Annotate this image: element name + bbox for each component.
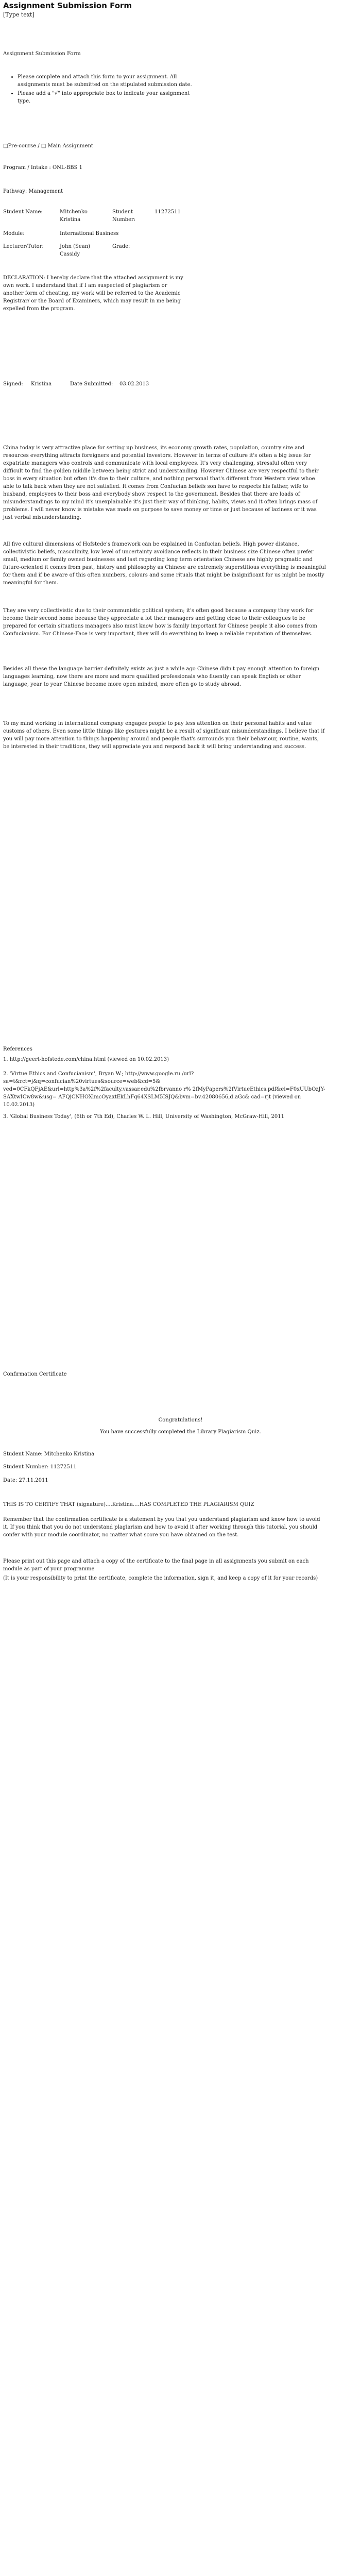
grade-label: Grade: bbox=[112, 244, 130, 249]
reference-item: 2. 'Virtue Ethics and Confucianism', Bryan W.; http://www.google.ru /url?sa=t&rct=j&q=confucian%20virtues&source=web&cd=5& ved=0CFkQFjAE&url=http%3a%2f%2faculty.vassar.edu%2fbrvanno r% 2fMyPapers%2fVirtueEthics.pdf&ei=F0xUUbOzJY-SAXtwICw8w&usg= AFQjCNHOXlmcOyaxtEkLhFq64XSLM5ISJQ&bvm=bv.42080656,d.aGc& cad=rjt (viewed on 10.02.2013) bbox=[3, 1071, 325, 1108]
certificate-certify: THIS IS TO CERTIFY THAT (signature)....Kristina....HAS COMPLETED THE PLAGIARISM QUIZ bbox=[3, 1502, 254, 1507]
certificate-responsibility: (It is your responsibility to print the certificate, complete the information, sign it, and keep a copy of it for your records) bbox=[3, 1575, 318, 1581]
reference-item: 3. 'Global Business Today', (6th or 7th Ed), Charles W. L. Hill, University of Washington, McGraw-Hill, 2011 bbox=[3, 1114, 284, 1120]
essay-paragraph-3: They are very collectivistic due to their communistic political system; it's often good because a company they work for become their second home because they appreciate a lot their managers and getting close to their colleagues to be prepared for certain situations managers also must know how is family important for Chinese people it also comes from Confucianism. For Chinese-Face is very important, they will do everything to keep a reliable reputation of themselves. bbox=[3, 608, 317, 637]
student-name-label: Student Name: bbox=[3, 209, 43, 215]
certificate-completed: You have successfully completed the Library Plagiarism Quiz. bbox=[100, 1429, 261, 1435]
certificate-congrats: Congratulations! bbox=[158, 1417, 203, 1423]
signed-value: Kristina bbox=[31, 381, 52, 387]
student-number-label: Student Number: bbox=[112, 209, 136, 223]
type-text-placeholder: [Type text] bbox=[3, 11, 35, 18]
certificate-print-instruction: Please print out this page and attach a copy of the certificate to the final page in all assignments you submit on each module as part of your programme bbox=[3, 1558, 309, 1572]
certificate-date: Date: 27.11.2011 bbox=[3, 1478, 48, 1483]
essay-paragraph-1: China today is very attractive place for setting up business, its economy growth rates, population, country size and resources everything attracts foreigners and potential investors. However in terms of culture it's often a big issue for expatriate managers who controls and communicate with local employees. It's very challenging, stressful often very difficult to find the golden middle between being strict and understanding. However Chinese are very respectful to their boss in every situation but often it's due to their culture, and nothing personal that's different from Western view whoe able to talk back when they are not satisfied. It comes from Confucian beliefs son have to respects his father, wife to husband, employees to their boss and everybody show respect to the government. Besides that there are loads of misunderstandings to my mind it's unexplainable it's just their way of thinking, habits, views and it often brings mass of problems. I will never know is mistake was made on purpose to save money or time or just because of laziness or it was just verbal misunderstanding. bbox=[3, 445, 319, 520]
certificate-remember: Remember that the confirmation certificate is a statement by you that you understand plagiarism and know how to avoid it. If you think that you do not understand plagiarism and how to avoid it after working through this tutorial, you should confer with your module coordinator, no matter what score you have obtained on the test. bbox=[3, 1517, 320, 1538]
student-name-value: Mitchenko Kristina bbox=[60, 209, 88, 223]
declaration: DECLARATION: I hereby declare that the attached assignment is my own work. I understand that if I am suspected of plagiarism or another form of cheating, my work will be referred to the Academic Registrar/ or the Board of Examiners, which may result in me being expelled from the program. bbox=[3, 275, 183, 312]
date-submitted-value: 03.02.2013 bbox=[119, 381, 149, 387]
pathway: Pathway: Management bbox=[3, 189, 63, 194]
document-title: Assignment Submission Form bbox=[3, 1, 132, 10]
instruction-item: • Please add a "√" into appropriate box to indicate your assignment type. bbox=[18, 90, 194, 105]
lecturer-label: Lecturer/Tutor: bbox=[3, 244, 44, 249]
lecturer-value: John (Sean) Cassidy bbox=[60, 244, 91, 257]
date-submitted-label: Date Submitted: bbox=[70, 381, 113, 387]
module-value: International Business bbox=[60, 231, 119, 236]
essay-paragraph-4: Besides all these the language barrier definitely exists as just a while ago Chinese didn't pay enough attention to foreign languages learning, now there are more and more qualified professionals who fluently can speak English or other language, year to year Chinese become more open minded, more often go to study abroad. bbox=[3, 666, 320, 687]
course-type-options: □Pre-course / □ Main Assignment bbox=[3, 143, 93, 149]
module-label: Module: bbox=[3, 231, 25, 236]
essay-paragraph-5: To my mind working in international company engages people to pay less attention on their personal habits and value customs of others. Even some little things like gestures might be a result of significant misunderstandings. I believe that if you will pay more attention to things happening around and people that's surrounds you their behaviour, routine, wants, be interested in their traditions, they will appreciate you and respond back it will bring understanding and success. bbox=[3, 721, 325, 750]
instructions-list bbox=[8, 73, 194, 106]
certificate-student-name: Student Name: Mitchenko Kristina bbox=[3, 1451, 95, 1457]
essay-paragraph-2: All five cultural dimensions of Hofstede's framework can be explained in Confucian beliefs. High power distance, collectivistic beliefs, masculinity, low level of uncertainty avoidance reflects in their business size Chinese often prefer small, medium or family owned businesses and last regarding long term orientation Chinese are highly pragmatic and future-oriented it comes from past, history and philosophy as Chinese are extremely superstitious everything is meaningful for them and if be aware of this often numbers, colours and some rituals that might be insignificant for us might be mostly meaningful for them. bbox=[3, 541, 326, 586]
reference-item: 1. http://geert-hofstede.com/china.html (viewed on 10.02.2013) bbox=[3, 1057, 169, 1062]
instruction-item: • Please complete and attach this form to your assignment. All assignments must be submitted on the stipulated submission date. bbox=[18, 73, 194, 89]
references-heading: References bbox=[3, 1046, 32, 1052]
form-heading: Assignment Submission Form bbox=[3, 51, 81, 57]
programme-intake: Program / Intake : ONL-BBS 1 bbox=[3, 165, 83, 171]
certificate-student-number: Student Number: 11272511 bbox=[3, 1464, 77, 1470]
certificate-heading: Confirmation Certificate bbox=[3, 1371, 67, 1377]
signed-label: Signed: bbox=[3, 381, 23, 387]
student-number-value: 11272511 bbox=[154, 209, 181, 215]
